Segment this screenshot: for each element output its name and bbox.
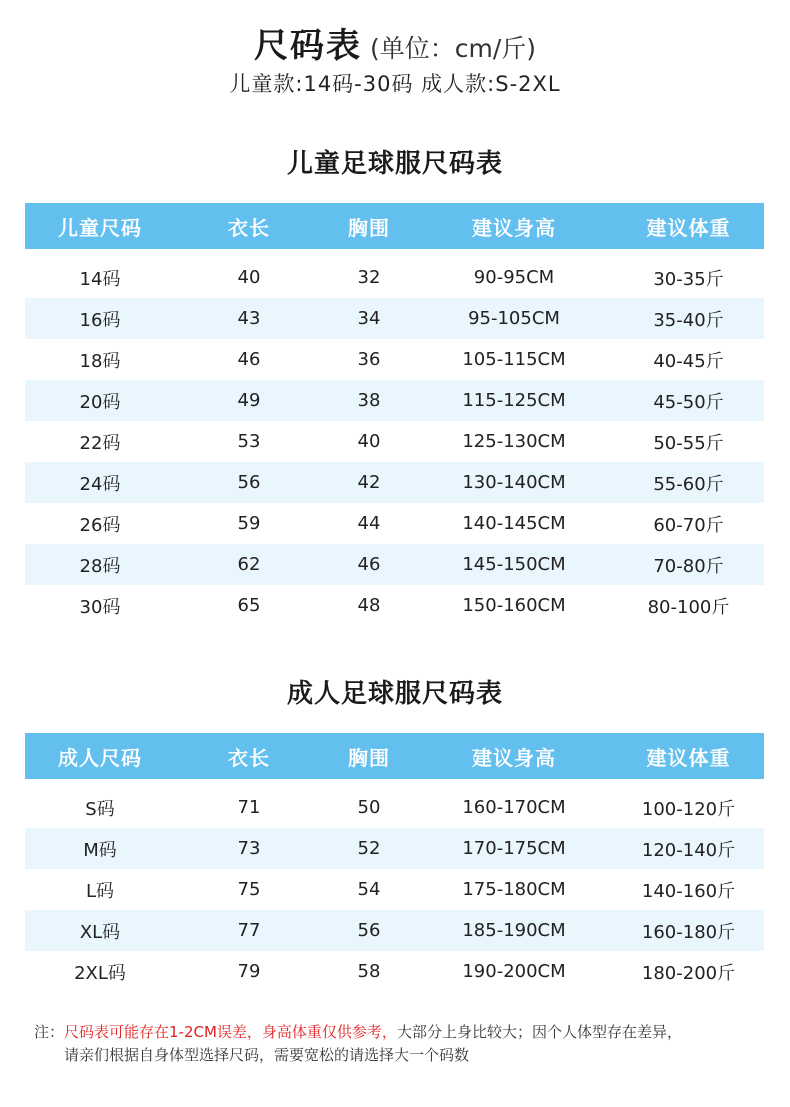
table-cell: 42: [323, 462, 415, 503]
column-header: 衣长: [175, 733, 323, 779]
table-row: [25, 462, 764, 503]
adult-size-table: [25, 733, 764, 992]
table-cell: 125-130CM: [415, 421, 613, 462]
table-cell: 54: [323, 869, 415, 910]
title-unit: (单位：cm/斤): [369, 34, 537, 63]
table-cell: 160-180斤: [613, 910, 764, 951]
note-warning: 尺码表可能存在1-2CM误差，身高体重仅供参考，: [64, 1023, 397, 1041]
table-cell: 160-170CM: [415, 779, 613, 828]
table-cell: 50: [323, 779, 415, 828]
table-cell: 75: [175, 869, 323, 910]
column-header: 胸围: [323, 203, 415, 249]
table-cell: 35-40斤: [613, 298, 764, 339]
table-cell: 48: [323, 585, 415, 626]
table-cell: 175-180CM: [415, 869, 613, 910]
table-cell: 95-105CM: [415, 298, 613, 339]
table-row: [25, 421, 764, 462]
table-row: [25, 298, 764, 339]
table-cell: 100-120斤: [613, 779, 764, 828]
table-header-row: [25, 733, 764, 779]
table-cell: 28码: [25, 544, 175, 585]
table-cell: 60-70斤: [613, 503, 764, 544]
table-row: [25, 585, 764, 626]
column-header: 建议身高: [415, 733, 613, 779]
table-cell: 50-55斤: [613, 421, 764, 462]
table-cell: 18码: [25, 339, 175, 380]
table-cell: M码: [25, 828, 175, 869]
adult-table-body: [25, 779, 764, 992]
column-header: 建议体重: [613, 203, 764, 249]
table-cell: 90-95CM: [415, 249, 613, 298]
kids-size-table: [25, 203, 764, 626]
table-cell: S码: [25, 779, 175, 828]
table-cell: 145-150CM: [415, 544, 613, 585]
table-row: [25, 869, 764, 910]
table-cell: 46: [323, 544, 415, 585]
size-note: [34, 1021, 774, 1067]
column-header: 胸围: [323, 733, 415, 779]
table-row: [25, 339, 764, 380]
table-cell: 140-145CM: [415, 503, 613, 544]
table-cell: 73: [175, 828, 323, 869]
table-row: [25, 951, 764, 992]
table-cell: 2XL码: [25, 951, 175, 992]
table-cell: 26码: [25, 503, 175, 544]
table-cell: 40-45斤: [613, 339, 764, 380]
table-cell: 14码: [25, 249, 175, 298]
table-cell: 130-140CM: [415, 462, 613, 503]
table-cell: 190-200CM: [415, 951, 613, 992]
table-cell: 38: [323, 380, 415, 421]
table-cell: L码: [25, 869, 175, 910]
table-row: [25, 380, 764, 421]
table-cell: 80-100斤: [613, 585, 764, 626]
table-cell: 53: [175, 421, 323, 462]
table-cell: 77: [175, 910, 323, 951]
table-cell: 180-200斤: [613, 951, 764, 992]
table-cell: 30码: [25, 585, 175, 626]
table-cell: 185-190CM: [415, 910, 613, 951]
note-label: 注：: [34, 1023, 65, 1041]
page-title: [0, 18, 790, 67]
table-cell: XL码: [25, 910, 175, 951]
title-main: 尺码表: [253, 26, 362, 66]
table-cell: 45-50斤: [613, 380, 764, 421]
table-cell: 140-160斤: [613, 869, 764, 910]
column-header: 成人尺码: [25, 733, 175, 779]
table-cell: 65: [175, 585, 323, 626]
table-cell: 44: [323, 503, 415, 544]
table-cell: 56: [175, 462, 323, 503]
table-cell: 16码: [25, 298, 175, 339]
table-cell: 55-60斤: [613, 462, 764, 503]
table-cell: 46: [175, 339, 323, 380]
table-cell: 34: [323, 298, 415, 339]
table-cell: 22码: [25, 421, 175, 462]
table-row: [25, 544, 764, 585]
table-cell: 43: [175, 298, 323, 339]
table-cell: 20码: [25, 380, 175, 421]
column-header: 建议体重: [613, 733, 764, 779]
table-row: [25, 779, 764, 828]
table-cell: 58: [323, 951, 415, 992]
table-cell: 40: [323, 421, 415, 462]
table-cell: 59: [175, 503, 323, 544]
column-header: 儿童尺码: [25, 203, 175, 249]
table-row: [25, 503, 764, 544]
table-cell: 170-175CM: [415, 828, 613, 869]
table-cell: 150-160CM: [415, 585, 613, 626]
table-cell: 24码: [25, 462, 175, 503]
note-text-line2: 请亲们根据自身体型选择尺码，需要宽松的请选择大一个码数: [64, 1046, 470, 1064]
table-cell: 52: [323, 828, 415, 869]
table-cell: 36: [323, 339, 415, 380]
adult-section-title: 成人足球服尺码表: [286, 679, 503, 709]
table-cell: 62: [175, 544, 323, 585]
kids-table-body: [25, 249, 764, 626]
table-cell: 49: [175, 380, 323, 421]
table-cell: 70-80斤: [613, 544, 764, 585]
table-cell: 71: [175, 779, 323, 828]
column-header: 衣长: [175, 203, 323, 249]
table-cell: 56: [323, 910, 415, 951]
table-cell: 105-115CM: [415, 339, 613, 380]
table-cell: 32: [323, 249, 415, 298]
table-cell: 40: [175, 249, 323, 298]
column-header: 建议身高: [415, 203, 613, 249]
table-row: [25, 249, 764, 298]
table-cell: 79: [175, 951, 323, 992]
size-range-subtitle: 儿童款:14码-30码 成人款:S-2XL: [229, 72, 561, 96]
kids-section-title: 儿童足球服尺码表: [286, 149, 503, 179]
table-row: [25, 828, 764, 869]
table-header-row: [25, 203, 764, 249]
table-cell: 30-35斤: [613, 249, 764, 298]
table-row: [25, 910, 764, 951]
table-cell: 120-140斤: [613, 828, 764, 869]
note-text-line1: 大部分上身比较大；因个人体型存在差异，: [396, 1023, 682, 1041]
table-cell: 115-125CM: [415, 380, 613, 421]
